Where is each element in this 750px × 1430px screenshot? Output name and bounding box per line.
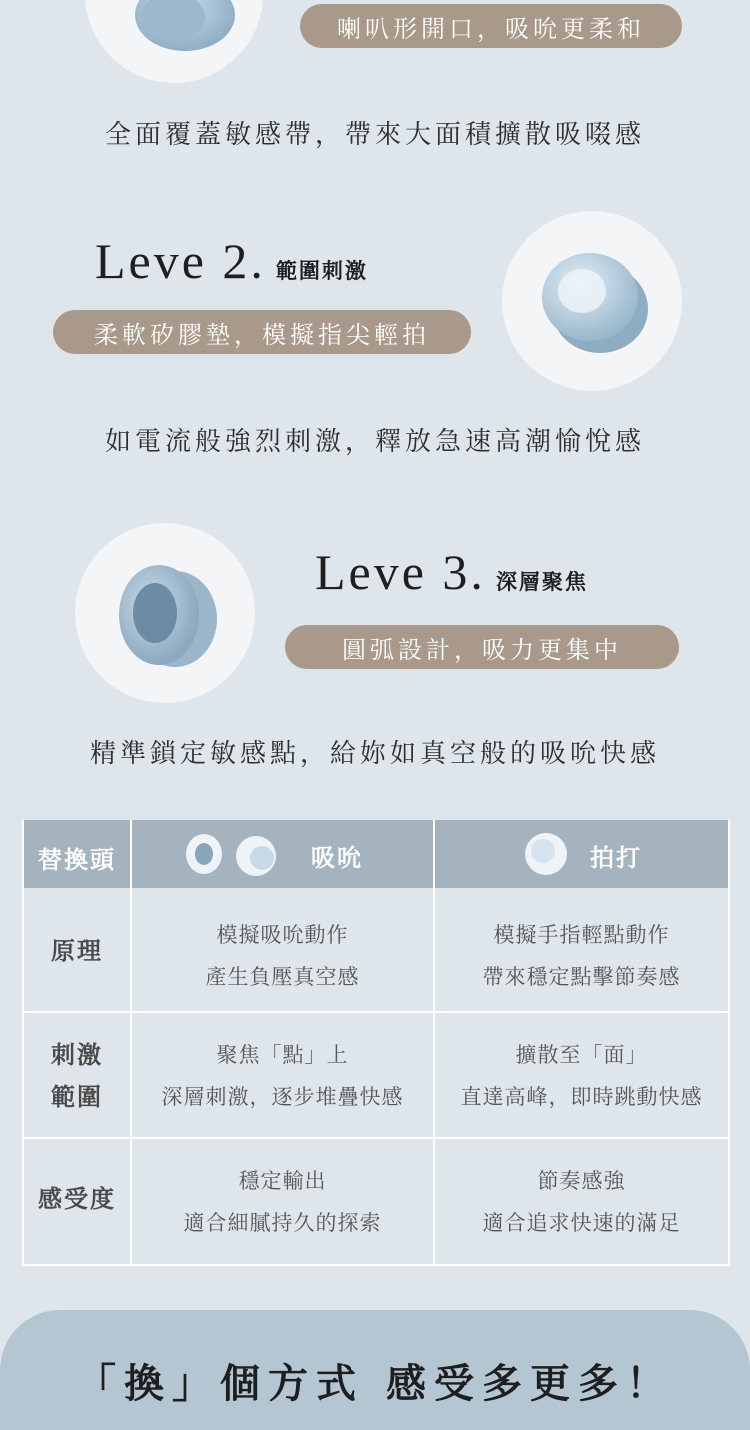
tapping-head-icon bbox=[521, 830, 571, 878]
header-head-type: 替換頭 bbox=[38, 845, 116, 874]
level3-subtitle: 深層聚焦 bbox=[495, 569, 588, 594]
level2-title: Leve 2. bbox=[95, 233, 266, 289]
cell-sensation-tapping: 節奏感強 適合追求快速的滿足 bbox=[482, 1169, 681, 1235]
cell-range-suction: 聚焦「點」上 深層刺激，逐步堆疊快感 bbox=[161, 1043, 404, 1109]
ring-suction-head-icon bbox=[75, 523, 255, 703]
level2-pill: 柔軟矽膠墊，模擬指尖輕拍 bbox=[53, 310, 471, 354]
level3-title: Leve 3. bbox=[315, 544, 486, 600]
tapping-pad-head-icon bbox=[502, 211, 682, 391]
grid-line bbox=[728, 820, 730, 1266]
cell-range-tapping: 擴散至「面」 直達高峰，即時跳動快感 bbox=[460, 1043, 703, 1109]
cell-principle-tapping: 模擬手指輕點動作 帶來穩定點擊節奏感 bbox=[482, 923, 681, 989]
slogan: 「換」個方式 感受多更多！ bbox=[76, 1360, 674, 1407]
row-label-sensation: 感受度 bbox=[38, 1184, 116, 1213]
level3-image-circle bbox=[75, 523, 255, 703]
cell-principle-suction: 模擬吸吮動作 產生負壓真空感 bbox=[205, 923, 360, 989]
level1-pill: 喇叭形開口，吸吮更柔和 bbox=[300, 4, 682, 48]
header-suction: 吸吮 bbox=[311, 843, 363, 872]
level3-pill: 圓弧設計，吸力更集中 bbox=[285, 625, 679, 669]
level1-description: 全面覆蓋敏感帶，帶來大面積擴散吸啜感 bbox=[104, 120, 645, 150]
level3-heading bbox=[315, 543, 588, 601]
suction-heads-icon bbox=[184, 828, 294, 880]
flared-suction-head-icon bbox=[85, 0, 263, 83]
level2-image-circle bbox=[502, 211, 682, 391]
row-label-principle: 原理 bbox=[51, 936, 103, 965]
grid-line bbox=[22, 1137, 730, 1139]
level3-description: 精準鎖定敏感點，給妳如真空般的吸吮快感 bbox=[89, 739, 660, 769]
level1-image-circle bbox=[85, 0, 263, 83]
level2-description: 如電流般強烈刺激，釋放急速高潮愉悅感 bbox=[104, 427, 645, 457]
cell-sensation-suction: 穩定輸出 適合細膩持久的探索 bbox=[183, 1169, 382, 1235]
level2-heading bbox=[95, 232, 368, 290]
grid-line bbox=[22, 1264, 730, 1266]
comparison-table bbox=[22, 820, 730, 1266]
grid-line bbox=[22, 1011, 730, 1013]
row-label-range: 刺激 範圍 bbox=[51, 1040, 103, 1111]
level2-subtitle: 範圍刺激 bbox=[275, 258, 368, 283]
header-tapping: 拍打 bbox=[590, 843, 642, 872]
